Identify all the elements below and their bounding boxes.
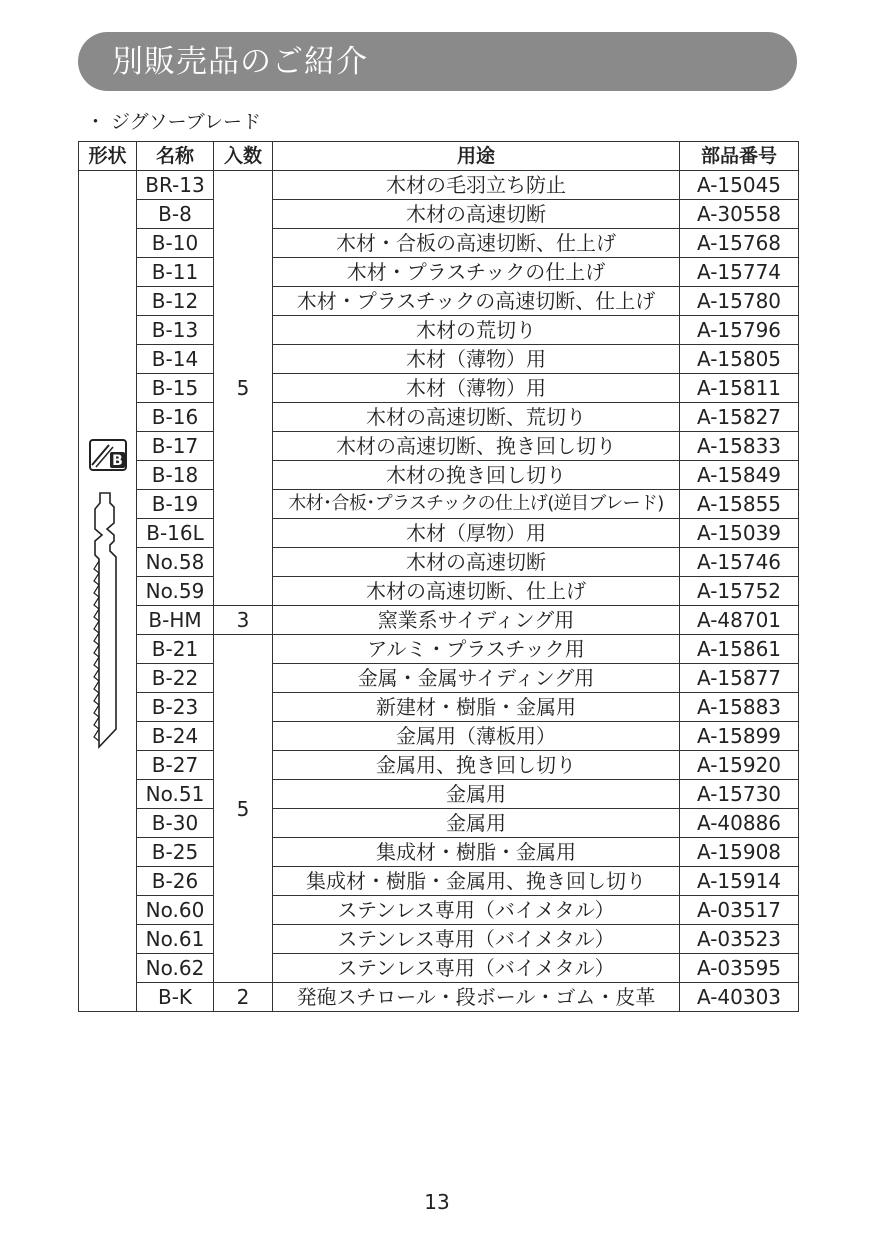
cell-part-number: A-03517 — [680, 896, 799, 925]
cell-part-number: A-15849 — [680, 461, 799, 490]
table-row — [79, 896, 799, 925]
cell-name: B-19 — [137, 490, 214, 519]
cell-name: B-15 — [137, 374, 214, 403]
header-part-number: 部品番号 — [680, 142, 799, 171]
cell-name: B-10 — [137, 229, 214, 258]
section-title: ・ ジグソーブレード — [86, 111, 261, 133]
cell-use: 木材･合板･プラスチックの仕上げ(逆目ブレード) — [273, 490, 680, 519]
cell-name: B-K — [137, 983, 214, 1012]
cell-use: 木材の高速切断、挽き回し切り — [273, 432, 680, 461]
cell-use: 金属用、挽き回し切り — [273, 751, 680, 780]
blade-table — [78, 141, 799, 1012]
cell-part-number: A-15039 — [680, 519, 799, 548]
cell-part-number: A-15805 — [680, 345, 799, 374]
cell-part-number: A-15730 — [680, 780, 799, 809]
cell-use: 木材の高速切断 — [273, 200, 680, 229]
table-row — [79, 780, 799, 809]
cell-name: B-18 — [137, 461, 214, 490]
table-row — [79, 374, 799, 403]
shape-cell — [79, 171, 137, 1012]
cell-part-number: A-48701 — [680, 606, 799, 635]
cell-part-number: A-15752 — [680, 577, 799, 606]
cell-part-number: A-30558 — [680, 200, 799, 229]
cell-part-number: A-15811 — [680, 374, 799, 403]
table-row — [79, 983, 799, 1012]
cell-part-number: A-15920 — [680, 751, 799, 780]
cell-part-number: A-15768 — [680, 229, 799, 258]
cell-use: 集成材・樹脂・金属用、挽き回し切り — [273, 867, 680, 896]
cell-part-number: A-15827 — [680, 403, 799, 432]
cell-use: 木材の高速切断、仕上げ — [273, 577, 680, 606]
table-row — [79, 838, 799, 867]
table-row — [79, 519, 799, 548]
cell-use: 集成材・樹脂・金属用 — [273, 838, 680, 867]
cell-use: 金属・金属サイディング用 — [273, 664, 680, 693]
table-row — [79, 258, 799, 287]
header-quantity: 入数 — [214, 142, 273, 171]
table-row — [79, 432, 799, 461]
cell-name: No.51 — [137, 780, 214, 809]
table-row — [79, 403, 799, 432]
cell-part-number: A-15796 — [680, 316, 799, 345]
header-name: 名称 — [137, 142, 214, 171]
cell-use: 木材の高速切断 — [273, 548, 680, 577]
cell-use: 木材・プラスチックの高速切断、仕上げ — [273, 287, 680, 316]
table-row — [79, 287, 799, 316]
table-row — [79, 954, 799, 983]
cell-quantity: 2 — [214, 983, 273, 1012]
cell-use: ステンレス専用（バイメタル） — [273, 954, 680, 983]
cell-name: B-11 — [137, 258, 214, 287]
cell-part-number: A-15883 — [680, 693, 799, 722]
table-row — [79, 867, 799, 896]
cell-name: B-8 — [137, 200, 214, 229]
header-use: 用途 — [273, 142, 680, 171]
cell-use: アルミ・プラスチック用 — [273, 635, 680, 664]
cell-name: B-24 — [137, 722, 214, 751]
table-row — [79, 925, 799, 954]
table-row — [79, 635, 799, 664]
cell-name: B-21 — [137, 635, 214, 664]
cell-part-number: A-15780 — [680, 287, 799, 316]
cell-name: B-14 — [137, 345, 214, 374]
cell-use: 木材（厚物）用 — [273, 519, 680, 548]
cell-name: B-13 — [137, 316, 214, 345]
table-row — [79, 345, 799, 374]
cell-part-number: A-40303 — [680, 983, 799, 1012]
cell-use: 新建材・樹脂・金属用 — [273, 693, 680, 722]
cell-use: 発砲スチロール・段ボール・ゴム・皮革 — [273, 983, 680, 1012]
cell-part-number: A-15861 — [680, 635, 799, 664]
table-row — [79, 229, 799, 258]
cell-part-number: A-15045 — [680, 171, 799, 200]
cell-use: 金属用 — [273, 780, 680, 809]
cell-part-number: A-15833 — [680, 432, 799, 461]
cell-name: B-16L — [137, 519, 214, 548]
cell-use: 金属用 — [273, 809, 680, 838]
cell-quantity: 5 — [214, 635, 273, 983]
cell-use: ステンレス専用（バイメタル） — [273, 925, 680, 954]
cell-name: B-17 — [137, 432, 214, 461]
cell-name: B-25 — [137, 838, 214, 867]
cell-name: No.58 — [137, 548, 214, 577]
cell-part-number: A-15908 — [680, 838, 799, 867]
jigsaw-blade-icon — [91, 489, 121, 751]
cell-quantity: 3 — [214, 606, 273, 635]
cell-use: 木材の挽き回し切り — [273, 461, 680, 490]
page-title: 別販売品のご紹介 — [112, 44, 368, 80]
cell-name: B-22 — [137, 664, 214, 693]
cell-use: 木材の高速切断、荒切り — [273, 403, 680, 432]
cell-name: No.61 — [137, 925, 214, 954]
cell-name: B-HM — [137, 606, 214, 635]
cell-part-number: A-15899 — [680, 722, 799, 751]
table-header-row — [79, 142, 799, 171]
table-row — [79, 577, 799, 606]
cell-name: B-16 — [137, 403, 214, 432]
table-row — [79, 606, 799, 635]
jigsaw-b-icon — [89, 439, 127, 471]
cell-part-number: A-03523 — [680, 925, 799, 954]
cell-name: BR-13 — [137, 171, 214, 200]
table-row — [79, 461, 799, 490]
table-row — [79, 548, 799, 577]
cell-name: B-27 — [137, 751, 214, 780]
table-row — [79, 200, 799, 229]
cell-part-number: A-15774 — [680, 258, 799, 287]
cell-name: No.62 — [137, 954, 214, 983]
cell-name: No.59 — [137, 577, 214, 606]
header-shape: 形状 — [79, 142, 137, 171]
cell-use: 木材の毛羽立ち防止 — [273, 171, 680, 200]
cell-part-number: A-03595 — [680, 954, 799, 983]
cell-name: B-30 — [137, 809, 214, 838]
cell-use: 木材（薄物）用 — [273, 345, 680, 374]
table-row — [79, 751, 799, 780]
table-row — [79, 722, 799, 751]
cell-name: B-12 — [137, 287, 214, 316]
cell-use: 木材（薄物）用 — [273, 374, 680, 403]
cell-use: ステンレス専用（バイメタル） — [273, 896, 680, 925]
cell-use: 金属用（薄板用） — [273, 722, 680, 751]
cell-quantity: 5 — [214, 171, 273, 606]
cell-part-number: A-15914 — [680, 867, 799, 896]
table-row — [79, 171, 799, 200]
table-row — [79, 316, 799, 345]
cell-part-number: A-15855 — [680, 490, 799, 519]
cell-name: No.60 — [137, 896, 214, 925]
cell-use: 窯業系サイディング用 — [273, 606, 680, 635]
table-row — [79, 693, 799, 722]
page-number: 13 — [424, 1190, 450, 1214]
cell-part-number: A-15746 — [680, 548, 799, 577]
title-banner — [78, 32, 797, 91]
table-row — [79, 664, 799, 693]
cell-use: 木材の荒切り — [273, 316, 680, 345]
cell-use: 木材・合板の高速切断、仕上げ — [273, 229, 680, 258]
cell-name: B-26 — [137, 867, 214, 896]
cell-name: B-23 — [137, 693, 214, 722]
cell-use: 木材・プラスチックの仕上げ — [273, 258, 680, 287]
table-row — [79, 490, 799, 519]
table-row — [79, 809, 799, 838]
cell-part-number: A-15877 — [680, 664, 799, 693]
cell-part-number: A-40886 — [680, 809, 799, 838]
b-icon-letter: B — [112, 453, 123, 469]
